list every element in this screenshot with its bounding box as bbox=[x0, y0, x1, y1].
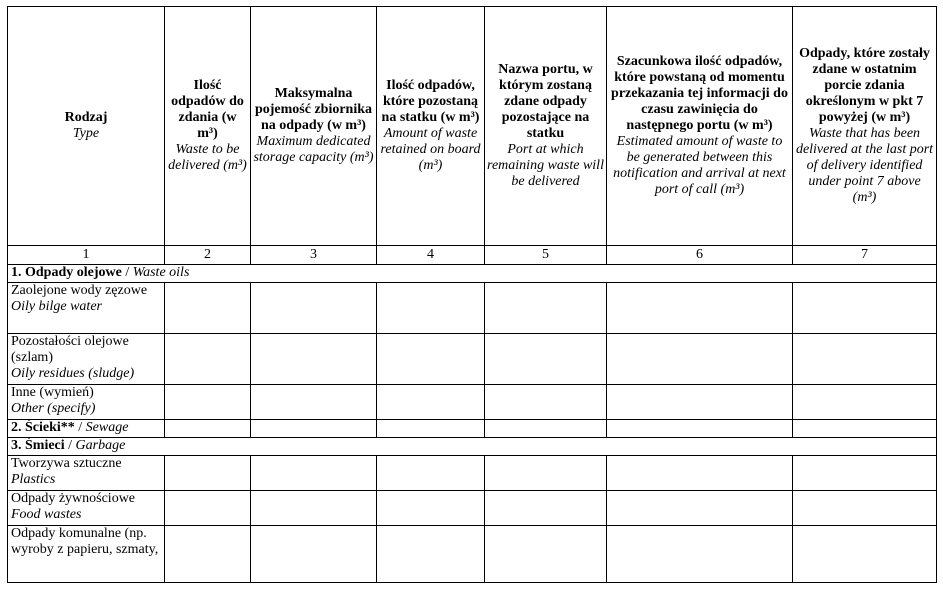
input-cell[interactable] bbox=[485, 491, 607, 526]
column-number: 5 bbox=[485, 246, 607, 265]
section-title-pl: 1. Odpady olejowe bbox=[11, 265, 122, 280]
table-row-domestic-wastes bbox=[8, 526, 937, 583]
header-label-pl: Nazwa portu, w którym zostaną zdane odpady pozostające na statku bbox=[498, 62, 593, 141]
column-number-row bbox=[8, 246, 937, 265]
input-cell[interactable] bbox=[377, 526, 485, 583]
column-number: 2 bbox=[165, 246, 251, 265]
section-title-pl: 3. Śmieci bbox=[11, 438, 65, 453]
input-cell[interactable] bbox=[165, 420, 251, 438]
header-label-pl: Rodzaj bbox=[64, 110, 108, 125]
section-title-en: Sewage bbox=[85, 420, 129, 435]
input-cell[interactable] bbox=[251, 491, 377, 526]
input-cell[interactable] bbox=[377, 283, 485, 334]
header-label-pl: Maksymalna pojemość zbiornika na odpady (w m³) bbox=[254, 86, 373, 133]
input-cell[interactable] bbox=[251, 385, 377, 420]
header-type bbox=[8, 7, 165, 246]
input-cell[interactable] bbox=[165, 283, 251, 334]
row-label-en: Food wastes bbox=[11, 507, 82, 522]
column-number: 4 bbox=[377, 246, 485, 265]
section-heading bbox=[8, 438, 937, 456]
section-separator: / bbox=[74, 420, 86, 435]
row-label-en: Plastics bbox=[11, 472, 56, 487]
header-label-en: Waste to be delivered (m³) bbox=[168, 142, 247, 173]
input-cell[interactable] bbox=[377, 385, 485, 420]
input-cell[interactable] bbox=[251, 526, 377, 583]
row-label bbox=[8, 456, 165, 491]
row-label-pl: Inne (wymień) bbox=[11, 385, 94, 400]
input-cell[interactable] bbox=[607, 385, 793, 420]
header-label-en: Estimated amount of waste to be generated between this notification and arrival at next port of call (m³) bbox=[613, 134, 786, 197]
column-number: 7 bbox=[793, 246, 937, 265]
table-row-sewage bbox=[8, 420, 937, 438]
input-cell[interactable] bbox=[607, 491, 793, 526]
column-number: 3 bbox=[251, 246, 377, 265]
input-cell[interactable] bbox=[251, 420, 377, 438]
header-label-en: Waste that has been delivered at the last port of delivery identified under point 7 above (m³) bbox=[795, 126, 934, 205]
section-row-waste-oils bbox=[8, 265, 937, 283]
row-label-pl: Odpady komunalne (np. wyroby z papieru, szmaty, bbox=[11, 526, 159, 557]
input-cell[interactable] bbox=[793, 526, 937, 583]
section-separator: / bbox=[121, 265, 133, 280]
waste-notification-table bbox=[7, 6, 937, 583]
section-title-en: Waste oils bbox=[132, 265, 190, 280]
input-cell[interactable] bbox=[165, 526, 251, 583]
input-cell[interactable] bbox=[485, 334, 607, 385]
row-label bbox=[8, 334, 165, 385]
input-cell[interactable] bbox=[793, 283, 937, 334]
header-label-pl: Odpady, które zostały zdane w ostatnim porcie zdania określonym w pkt 7 powyżej (w m³) bbox=[799, 46, 930, 125]
input-cell[interactable] bbox=[165, 456, 251, 491]
input-cell[interactable] bbox=[607, 334, 793, 385]
row-label bbox=[8, 420, 165, 438]
input-cell[interactable] bbox=[793, 491, 937, 526]
row-label bbox=[8, 491, 165, 526]
header-last-port-delivered bbox=[793, 7, 937, 246]
row-label-pl: Tworzywa sztuczne bbox=[11, 456, 122, 471]
table-row-oily-residues bbox=[8, 334, 937, 385]
section-row-garbage bbox=[8, 438, 937, 456]
input-cell[interactable] bbox=[485, 420, 607, 438]
header-amount-retained bbox=[377, 7, 485, 246]
input-cell[interactable] bbox=[793, 456, 937, 491]
input-cell[interactable] bbox=[377, 334, 485, 385]
table-row-oily-bilge-water bbox=[8, 283, 937, 334]
input-cell[interactable] bbox=[485, 385, 607, 420]
row-label-en: Oily bilge water bbox=[11, 299, 102, 314]
row-label-en: Other (specify) bbox=[11, 401, 96, 416]
header-remaining-waste-port bbox=[485, 7, 607, 246]
input-cell[interactable] bbox=[793, 334, 937, 385]
input-cell[interactable] bbox=[251, 334, 377, 385]
input-cell[interactable] bbox=[793, 420, 937, 438]
header-row bbox=[8, 7, 937, 246]
input-cell[interactable] bbox=[485, 526, 607, 583]
header-estimated-waste bbox=[607, 7, 793, 246]
input-cell[interactable] bbox=[165, 334, 251, 385]
row-label-pl: Zaolejone wody zęzowe bbox=[11, 283, 148, 298]
row-label-pl: Odpady żywnościowe bbox=[11, 491, 136, 506]
column-number: 1 bbox=[8, 246, 165, 265]
input-cell[interactable] bbox=[377, 491, 485, 526]
input-cell[interactable] bbox=[251, 456, 377, 491]
row-label bbox=[8, 283, 165, 334]
row-label bbox=[8, 385, 165, 420]
row-label-pl: Pozostałości olejowe (szlam) bbox=[11, 334, 129, 365]
input-cell[interactable] bbox=[251, 283, 377, 334]
header-max-storage-capacity bbox=[251, 7, 377, 246]
row-label-en: Oily residues (sludge) bbox=[11, 366, 135, 381]
table-row-other-specify bbox=[8, 385, 937, 420]
input-cell[interactable] bbox=[485, 456, 607, 491]
table-row-plastics bbox=[8, 456, 937, 491]
input-cell[interactable] bbox=[793, 385, 937, 420]
input-cell[interactable] bbox=[607, 526, 793, 583]
header-label-en: Port at which remaining waste will be delivered bbox=[487, 142, 604, 189]
section-separator: / bbox=[64, 438, 76, 453]
header-label-pl: Ilość odpadów do zdania (w m³) bbox=[171, 78, 244, 141]
table-row-food-wastes bbox=[8, 491, 937, 526]
header-label-pl: Ilość odpadów, które pozostaną na statku (w m³) bbox=[381, 78, 480, 125]
column-number: 6 bbox=[607, 246, 793, 265]
header-label-en: Amount of waste retained on board (m³) bbox=[380, 126, 481, 173]
input-cell[interactable] bbox=[377, 420, 485, 438]
section-title-pl: 2. Ścieki** bbox=[11, 420, 75, 435]
input-cell[interactable] bbox=[165, 491, 251, 526]
section-heading bbox=[8, 265, 937, 283]
header-label-en: Type bbox=[72, 126, 100, 141]
header-waste-to-be-delivered bbox=[165, 7, 251, 246]
input-cell[interactable] bbox=[607, 456, 793, 491]
section-title-en: Garbage bbox=[75, 438, 126, 453]
input-cell[interactable] bbox=[165, 385, 251, 420]
input-cell[interactable] bbox=[607, 283, 793, 334]
input-cell[interactable] bbox=[377, 456, 485, 491]
header-label-pl: Szacunkowa ilość odpadów, które powstaną od momentu przekazania tej informacji do czasu zawinięcia do następnego portu (w m³) bbox=[611, 54, 788, 133]
input-cell[interactable] bbox=[607, 420, 793, 438]
row-label bbox=[8, 526, 165, 583]
header-label-en: Maximum dedicated storage capacity (m³) bbox=[253, 134, 374, 165]
input-cell[interactable] bbox=[485, 283, 607, 334]
